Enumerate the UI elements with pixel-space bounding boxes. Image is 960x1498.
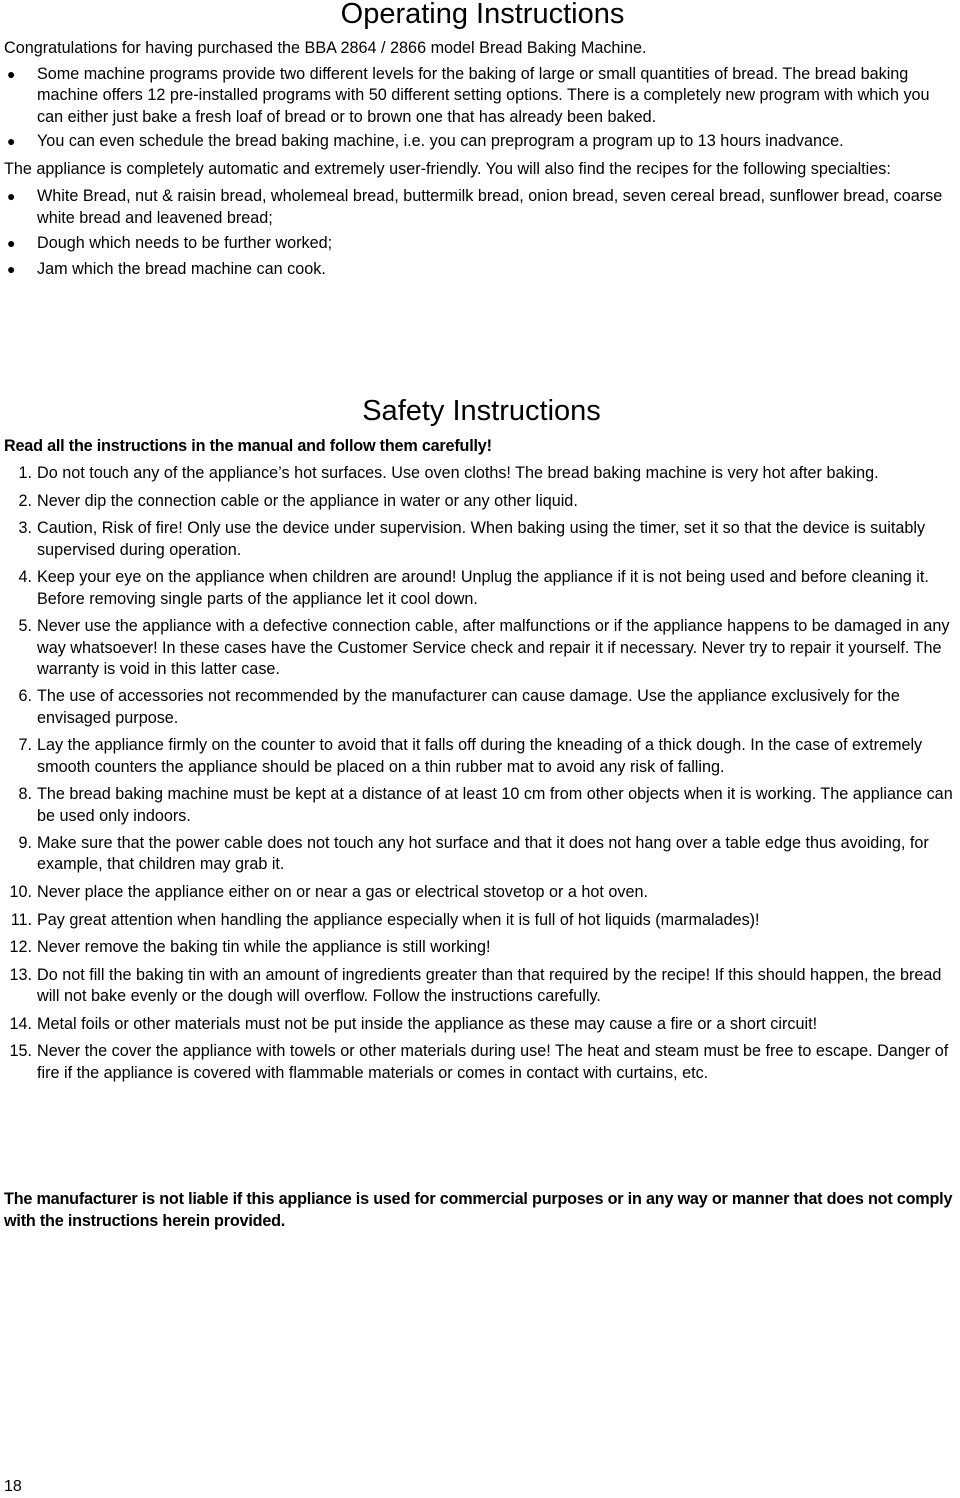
list-item: ● Jam which the bread machine can cook.: [4, 259, 958, 281]
specialties-bullet-list: [4, 186, 958, 280]
safety-rule-number: 4.: [18, 568, 32, 587]
bullet-icon: ●: [7, 65, 16, 82]
safety-rule-item: [4, 833, 960, 876]
liability-disclaimer: The manufacturer is not liable if this appliance is used for commercial purposes or in any way or manner that does not comply with the instructions herein provided.: [4, 1190, 953, 1230]
safety-rule-number: 5.: [18, 617, 32, 636]
list-item: ● Some machine programs provide two different levels for the baking of large or small quantities of bread. The bread baking machine offers 12 pre-installed programs with 50 different setting options. There is a completely new program with which you can either just bake a fresh loaf of bread or to brown one that has already been baked.: [7, 64, 930, 126]
safety-rule-text: Metal foils or other materials must not be put inside the appliance as these may cause a fire or a short circuit!: [37, 1014, 818, 1033]
list-item: ● Dough which needs to be further worked;: [4, 233, 958, 255]
bullet-icon: ●: [7, 260, 16, 277]
operating-instructions-section: [4, 38, 958, 280]
safety-rule-number: 6.: [18, 687, 32, 706]
safety-rule-number: 12.: [9, 938, 32, 957]
bullet-icon: ●: [7, 188, 16, 204]
safety-rule-item: [4, 686, 960, 729]
safety-rule-text: Do not fill the baking tin with an amount of ingredients greater than that required by the recipe! If this should happen, the bread will not bake evenly or the dough will overflow. Follow the instructions carefully.: [37, 965, 942, 1006]
safety-lead: Read all the instructions in the manual and follow them carefully!: [4, 437, 492, 455]
bullet-icon: ●: [7, 133, 16, 149]
specialties-paragraph: The appliance is completely automatic and extremely user-friendly. You will also find the recipes for the following specialties:: [4, 159, 891, 178]
safety-rule-item: [4, 882, 960, 903]
safety-rule-text: Never place the appliance either on or near a gas or electrical stovetop or a hot oven.: [37, 883, 648, 902]
page-number: 18: [4, 1478, 22, 1495]
safety-rule-text: Lay the appliance firmly on the counter to avoid that it falls off during the kneading of a thick dough. In the case of extremely smooth counters the appliance should be placed on a thin rubber mat to avoid any risk of falling.: [37, 736, 923, 776]
safety-instructions-title: Safety Instructions: [362, 395, 601, 427]
safety-rule-text: Never the cover the appliance with towels or other materials during use! The heat and steam must be free to escape. Danger of fire if the appliance is covered with flammable materials or comes in contact with curtains, etc.: [37, 1042, 949, 1082]
safety-rule-text: The bread baking machine must be kept at a distance of at least 10 cm from other objects when it is working. The appliance can be used only indoors.: [37, 785, 953, 825]
safety-rule-item: [4, 937, 960, 958]
safety-instructions-section: [4, 436, 960, 1090]
safety-rule-text: Make sure that the power cable does not touch any hot surface and that it does not hang over a table edge thus avoiding, for example, that children may grab it.: [37, 834, 929, 874]
safety-rule-item: [4, 567, 960, 610]
safety-rule-item: [4, 616, 960, 680]
safety-rule-text: The use of accessories not recommended by the manufacturer can cause damage. Use the appliance exclusively for the envisaged purpose.: [37, 687, 900, 727]
bullet-icon: ●: [7, 235, 16, 251]
safety-rule-number: 11.: [10, 910, 32, 929]
safety-rule-item: [4, 910, 960, 931]
safety-rule-number: 8.: [18, 785, 32, 804]
safety-rule-number: 15.: [9, 1042, 32, 1061]
safety-rule-text: Keep your eye on the appliance when children are around! Unplug the appliance if it is not being used and before cleaning it. Before removing single parts of the appliance let it cool down.: [37, 568, 929, 608]
safety-rule-number: 3.: [18, 519, 32, 538]
safety-rule-item: [4, 965, 960, 1008]
safety-rule-number: 13.: [9, 965, 32, 984]
safety-rule-item: [4, 518, 960, 561]
safety-rule-text: Caution, Risk of fire! Only use the device under supervision. When baking using the timer, set it so that the device is suitably supervised during operation.: [37, 519, 926, 559]
intro-paragraph: Congratulations for having purchased the BBA 2864 / 2866 model Bread Baking Machine.: [4, 39, 647, 57]
safety-rule-number: 7.: [18, 736, 32, 755]
operating-instructions-title: Operating Instructions: [340, 0, 625, 30]
safety-rule-item: [4, 784, 960, 827]
list-item: ● White Bread, nut & raisin bread, wholemeal bread, buttermilk bread, onion bread, seven cereal bread, sunflower bread, coarse white bread and leavened bread;: [7, 187, 943, 227]
safety-rule-number: 1.: [18, 464, 32, 483]
safety-rule-text: Pay great attention when handling the appliance especially when it is full of hot liquids (marmalades)!: [37, 910, 760, 929]
safety-rule-item: [4, 735, 960, 778]
safety-rule-item: [4, 491, 960, 512]
safety-rule-item: [4, 1041, 960, 1084]
safety-rule-number: 10.: [9, 883, 32, 902]
feature-bullet-list: [4, 64, 958, 153]
safety-rule-item: [4, 1014, 960, 1035]
safety-rule-text: Do not touch any of the appliance’s hot surfaces. Use oven cloths! The bread baking machine is very hot after baking.: [37, 464, 879, 483]
safety-rule-text: Never remove the baking tin while the appliance is still working!: [37, 938, 491, 957]
safety-rule-number: 2.: [18, 491, 32, 510]
safety-rules-list: [4, 463, 960, 1084]
safety-rule-number: 9.: [18, 834, 32, 853]
safety-rule-text: Never dip the connection cable or the appliance in water or any other liquid.: [37, 491, 578, 510]
list-item: ● You can even schedule the bread baking machine, i.e. you can preprogram a program up to 13 hours inadvance.: [4, 131, 958, 153]
safety-rule-item: [4, 463, 960, 484]
safety-rule-number: 14.: [9, 1014, 32, 1033]
safety-rule-text: Never use the appliance with a defective connection cable, after malfunctions or if the appliance happens to be damaged in any way whatsoever! In these cases have the Customer Service check and repair it if necessary. Never try to repair it yourself. The warranty is void in this latter case.: [37, 617, 950, 678]
